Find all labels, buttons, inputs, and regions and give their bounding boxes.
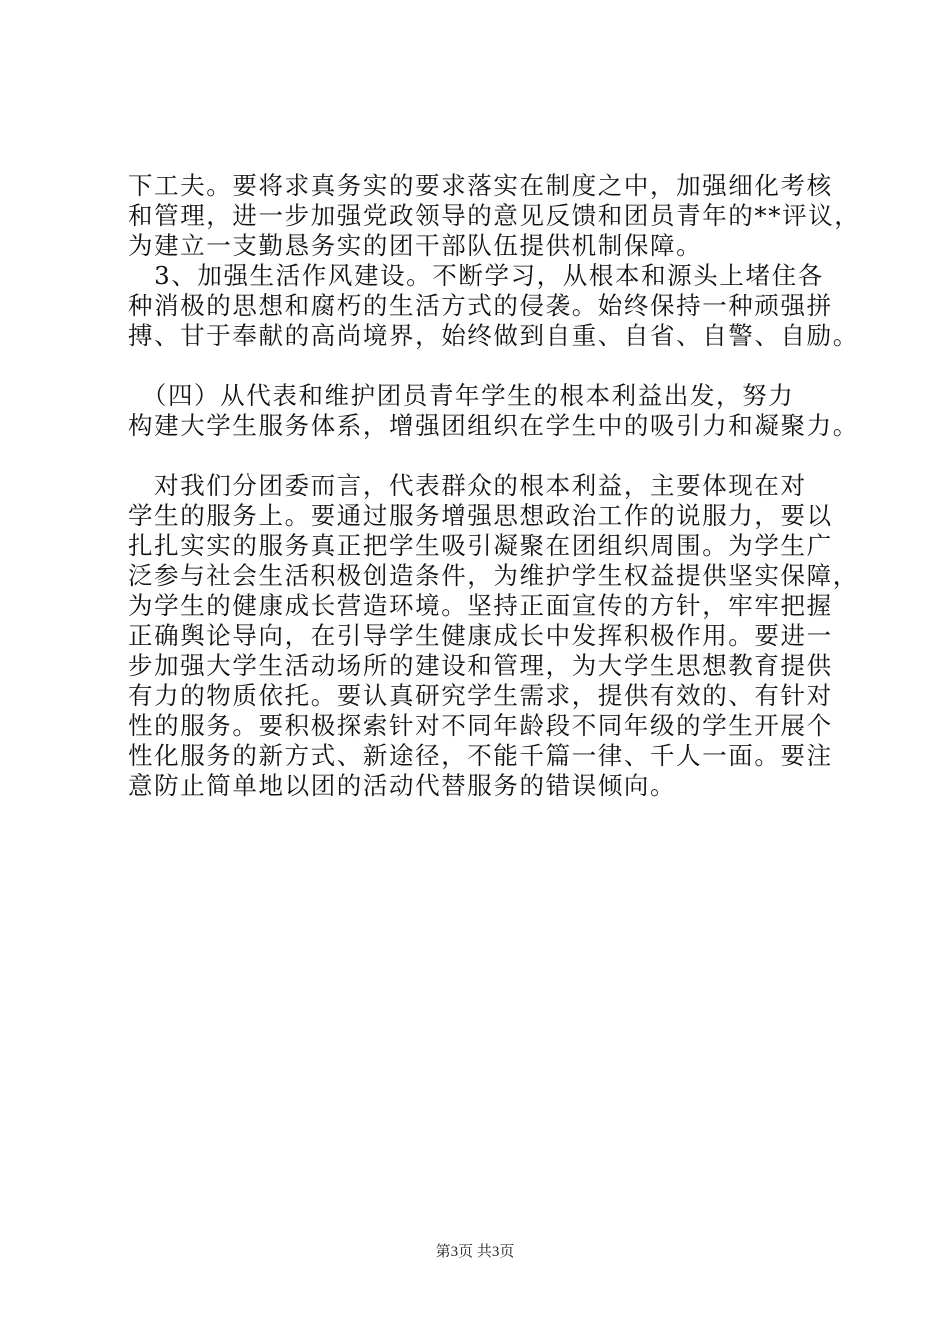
text-line: 构建大学生服务体系，增强团组织在学生中的吸引力和凝聚力。 [128, 411, 859, 440]
text-line: 3、加强生活作风建设。不断学习，从根本和源头上堵住各 [128, 261, 824, 290]
text-line: 搏、甘于奉献的高尚境界，始终做到自重、自省、自警、自励。 [128, 321, 859, 350]
text-line: 扎扎实实的服务真正把学生吸引凝聚在团组织周围。为学生广 [128, 531, 833, 560]
text-line: 泛参与社会生活积极创造条件，为维护学生权益提供坚实保障， [128, 561, 859, 590]
text-line: 种消极的思想和腐朽的生活方式的侵袭。始终保持一种顽强拼 [128, 291, 833, 320]
text-line: 意防止简单地以团的活动代替服务的错误倾向。 [128, 771, 677, 800]
paragraph-block-2 [128, 381, 859, 441]
text-line: 和管理，进一步加强党政领导的意见反馈和团员青年的**评议， [128, 201, 861, 230]
text-line: 下工夫。要将求真务实的要求落实在制度之中，加强细化考核 [128, 171, 833, 200]
text-line: 性化服务的新方式、新途径，不能千篇一律、千人一面。要注 [128, 741, 833, 770]
paragraph-block-1 [128, 171, 861, 351]
paragraph-spacer [128, 441, 828, 471]
text-line: （四）从代表和维护团员青年学生的根本利益出发，努力 [128, 381, 795, 410]
document-body [128, 171, 861, 801]
text-line: 为学生的健康成长营造环境。坚持正面宣传的方针，牢牢把握 [128, 591, 833, 620]
text-line: 正确舆论导向，在引导学生健康成长中发挥积极作用。要进一 [128, 621, 833, 650]
text-line: 步加强大学生活动场所的建设和管理，为大学生思想教育提供 [128, 651, 833, 680]
paragraph-block-3 [128, 471, 859, 801]
paragraph-spacer [128, 351, 828, 381]
text-line: 为建立一支勤恳务实的团干部队伍提供机制保障。 [128, 231, 703, 260]
text-line: 对我们分团委而言，代表群众的根本利益，主要体现在对 [128, 471, 807, 500]
text-line: 学生的服务上。要通过服务增强思想政治工作的说服力，要以 [128, 501, 833, 530]
text-line: 性的服务。要积极探索针对不同年龄段不同年级的学生开展个 [128, 711, 833, 740]
text-line: 有力的物质依托。要认真研究学生需求，提供有效的、有针对 [128, 681, 833, 710]
page-number-footer: 第3页 共3页 [435, 1244, 515, 1260]
